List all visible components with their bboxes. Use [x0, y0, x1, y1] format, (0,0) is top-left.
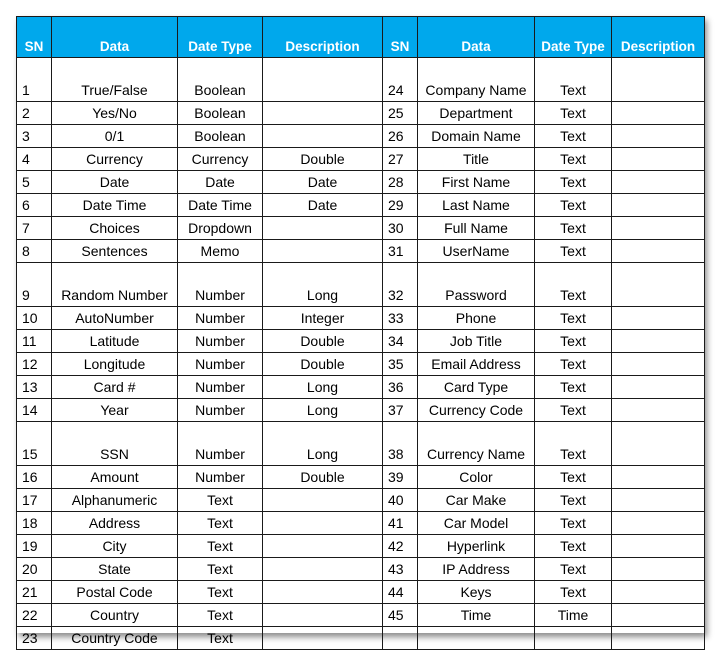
cell-sn: 6: [17, 194, 52, 217]
cell-sn: 1: [17, 58, 52, 102]
cell-sn-right: 25: [383, 102, 418, 125]
cell-data-right: Color: [418, 466, 535, 489]
cell-description: [263, 489, 383, 512]
header-sn-right: SN: [383, 17, 418, 58]
cell-date-type-right: Text: [535, 399, 612, 422]
table-row: [17, 148, 705, 171]
cell-description-right: [612, 422, 705, 466]
cell-description: Double: [263, 148, 383, 171]
cell-description-right: [612, 330, 705, 353]
cell-date-type-right: Text: [535, 263, 612, 307]
cell-description: [263, 535, 383, 558]
cell-sn: 5: [17, 171, 52, 194]
cell-date-type: Currency: [178, 148, 263, 171]
cell-sn-right: 36: [383, 376, 418, 399]
cell-sn-right: 31: [383, 240, 418, 263]
cell-description: [263, 240, 383, 263]
cell-sn: 7: [17, 217, 52, 240]
cell-description-right: [612, 535, 705, 558]
table-row: [17, 512, 705, 535]
cell-data: Card #: [52, 376, 178, 399]
cell-description-right: [612, 125, 705, 148]
table-row: [17, 627, 705, 650]
cell-data: AutoNumber: [52, 307, 178, 330]
cell-sn-right: 39: [383, 466, 418, 489]
cell-date-type: Text: [178, 489, 263, 512]
cell-description-right: [612, 399, 705, 422]
cell-description: Double: [263, 353, 383, 376]
cell-sn: 10: [17, 307, 52, 330]
cell-description-right: [612, 627, 705, 650]
cell-description: [263, 102, 383, 125]
cell-sn-right: [383, 627, 418, 650]
cell-data-right: Company Name: [418, 58, 535, 102]
table-row: [17, 422, 705, 466]
cell-data-right: [418, 627, 535, 650]
cell-sn-right: 41: [383, 512, 418, 535]
table-row: [17, 535, 705, 558]
cell-sn: 23: [17, 627, 52, 650]
cell-sn-right: 30: [383, 217, 418, 240]
cell-sn: 8: [17, 240, 52, 263]
cell-date-type: Number: [178, 466, 263, 489]
cell-description: Long: [263, 399, 383, 422]
header-data-right: Data: [418, 17, 535, 58]
cell-data-right: Car Make: [418, 489, 535, 512]
cell-description: [263, 604, 383, 627]
cell-description-right: [612, 102, 705, 125]
cell-sn: 9: [17, 263, 52, 307]
cell-sn-right: 28: [383, 171, 418, 194]
cell-sn-right: 24: [383, 58, 418, 102]
cell-date-type-right: Text: [535, 353, 612, 376]
cell-description: [263, 512, 383, 535]
table-row: [17, 376, 705, 399]
table-row: [17, 217, 705, 240]
cell-description-right: [612, 263, 705, 307]
cell-description-right: [612, 217, 705, 240]
cell-sn: 13: [17, 376, 52, 399]
cell-description-right: [612, 353, 705, 376]
table-row: [17, 194, 705, 217]
cell-data-right: Card Type: [418, 376, 535, 399]
cell-date-type: Number: [178, 307, 263, 330]
cell-data-right: IP Address: [418, 558, 535, 581]
cell-date-type-right: Text: [535, 58, 612, 102]
cell-data: Alphanumeric: [52, 489, 178, 512]
cell-data-right: UserName: [418, 240, 535, 263]
table-row: [17, 581, 705, 604]
header-row: [17, 17, 705, 58]
cell-data: Yes/No: [52, 102, 178, 125]
table-row: [17, 399, 705, 422]
cell-description: Long: [263, 376, 383, 399]
cell-sn: 12: [17, 353, 52, 376]
cell-date-type-right: Text: [535, 376, 612, 399]
cell-date-type-right: Text: [535, 171, 612, 194]
cell-sn-right: 45: [383, 604, 418, 627]
cell-description-right: [612, 489, 705, 512]
cell-sn: 17: [17, 489, 52, 512]
table-row: [17, 604, 705, 627]
cell-sn: 3: [17, 125, 52, 148]
cell-date-type-right: Text: [535, 240, 612, 263]
header-sn: SN: [17, 17, 52, 58]
cell-sn-right: 38: [383, 422, 418, 466]
header-description-right: Description: [612, 17, 705, 58]
table-row: [17, 353, 705, 376]
cell-data: Sentences: [52, 240, 178, 263]
cell-date-type: Text: [178, 627, 263, 650]
cell-sn-right: 29: [383, 194, 418, 217]
table-row: [17, 263, 705, 307]
table-row: [17, 466, 705, 489]
cell-data: Country Code: [52, 627, 178, 650]
cell-data-right: Keys: [418, 581, 535, 604]
cell-sn: 14: [17, 399, 52, 422]
cell-date-type: Text: [178, 581, 263, 604]
cell-date-type: Number: [178, 353, 263, 376]
cell-description-right: [612, 581, 705, 604]
cell-date-type: Dropdown: [178, 217, 263, 240]
cell-data: Year: [52, 399, 178, 422]
table-row: [17, 125, 705, 148]
cell-date-type: Number: [178, 399, 263, 422]
table-row: [17, 330, 705, 353]
cell-data-right: Job Title: [418, 330, 535, 353]
cell-sn-right: 27: [383, 148, 418, 171]
cell-data: Latitude: [52, 330, 178, 353]
cell-date-type: Date: [178, 171, 263, 194]
cell-sn: 21: [17, 581, 52, 604]
cell-description: Long: [263, 263, 383, 307]
cell-sn-right: 34: [383, 330, 418, 353]
cell-data: Address: [52, 512, 178, 535]
cell-description: Date: [263, 194, 383, 217]
cell-date-type-right: Text: [535, 148, 612, 171]
cell-sn: 11: [17, 330, 52, 353]
cell-description-right: [612, 148, 705, 171]
cell-description-right: [612, 307, 705, 330]
cell-description: [263, 58, 383, 102]
cell-data-right: Password: [418, 263, 535, 307]
cell-data: Choices: [52, 217, 178, 240]
header-date-type: Date Type: [178, 17, 263, 58]
cell-data-right: Hyperlink: [418, 535, 535, 558]
cell-description-right: [612, 376, 705, 399]
cell-sn-right: 43: [383, 558, 418, 581]
cell-data-right: Full Name: [418, 217, 535, 240]
cell-date-type-right: Time: [535, 604, 612, 627]
cell-data: City: [52, 535, 178, 558]
cell-data-right: First Name: [418, 171, 535, 194]
cell-data-right: Last Name: [418, 194, 535, 217]
cell-data: Date Time: [52, 194, 178, 217]
cell-description: [263, 558, 383, 581]
cell-date-type: Text: [178, 535, 263, 558]
cell-data-right: Phone: [418, 307, 535, 330]
cell-description: [263, 217, 383, 240]
cell-date-type-right: Text: [535, 330, 612, 353]
cell-date-type-right: Text: [535, 307, 612, 330]
data-type-table: [16, 16, 705, 650]
table-row: [17, 102, 705, 125]
cell-date-type: Text: [178, 604, 263, 627]
cell-description-right: [612, 240, 705, 263]
cell-date-type-right: Text: [535, 125, 612, 148]
cell-description-right: [612, 558, 705, 581]
cell-description: Integer: [263, 307, 383, 330]
cell-description-right: [612, 171, 705, 194]
cell-date-type-right: Text: [535, 535, 612, 558]
cell-data-right: Title: [418, 148, 535, 171]
cell-date-type: Number: [178, 376, 263, 399]
cell-date-type-right: Text: [535, 422, 612, 466]
cell-data-right: Department: [418, 102, 535, 125]
cell-description: [263, 627, 383, 650]
cell-description: [263, 125, 383, 148]
cell-data: Postal Code: [52, 581, 178, 604]
cell-date-type-right: Text: [535, 489, 612, 512]
cell-description: Long: [263, 422, 383, 466]
cell-data: Random Number: [52, 263, 178, 307]
cell-sn-right: 32: [383, 263, 418, 307]
cell-data-right: Time: [418, 604, 535, 627]
cell-data: Amount: [52, 466, 178, 489]
cell-sn: 15: [17, 422, 52, 466]
header-description: Description: [263, 17, 383, 58]
cell-date-type: Text: [178, 512, 263, 535]
cell-date-type: Number: [178, 330, 263, 353]
cell-description-right: [612, 466, 705, 489]
cell-sn-right: 35: [383, 353, 418, 376]
table-row: [17, 558, 705, 581]
cell-date-type: Number: [178, 263, 263, 307]
cell-description-right: [612, 194, 705, 217]
cell-data: 0/1: [52, 125, 178, 148]
cell-date-type: Memo: [178, 240, 263, 263]
cell-description: Double: [263, 466, 383, 489]
cell-date-type-right: Text: [535, 102, 612, 125]
cell-date-type-right: Text: [535, 466, 612, 489]
data-type-table-frame: [16, 16, 704, 646]
cell-sn: 2: [17, 102, 52, 125]
cell-sn: 4: [17, 148, 52, 171]
cell-date-type-right: [535, 627, 612, 650]
cell-data: SSN: [52, 422, 178, 466]
cell-description-right: [612, 604, 705, 627]
cell-sn-right: 44: [383, 581, 418, 604]
cell-data-right: Email Address: [418, 353, 535, 376]
cell-description-right: [612, 58, 705, 102]
cell-sn: 18: [17, 512, 52, 535]
cell-date-type-right: Text: [535, 512, 612, 535]
cell-sn-right: 40: [383, 489, 418, 512]
cell-sn: 16: [17, 466, 52, 489]
cell-data: True/False: [52, 58, 178, 102]
cell-date-type-right: Text: [535, 217, 612, 240]
cell-description-right: [612, 512, 705, 535]
cell-data: State: [52, 558, 178, 581]
cell-date-type-right: Text: [535, 194, 612, 217]
table-row: [17, 307, 705, 330]
cell-data-right: Domain Name: [418, 125, 535, 148]
table-row: [17, 171, 705, 194]
cell-date-type: Boolean: [178, 125, 263, 148]
cell-description: [263, 581, 383, 604]
table-row: [17, 58, 705, 102]
cell-date-type-right: Text: [535, 581, 612, 604]
cell-data: Country: [52, 604, 178, 627]
cell-data-right: Car Model: [418, 512, 535, 535]
table-row: [17, 489, 705, 512]
cell-description: Date: [263, 171, 383, 194]
cell-sn-right: 42: [383, 535, 418, 558]
cell-sn-right: 37: [383, 399, 418, 422]
cell-sn: 22: [17, 604, 52, 627]
cell-data: Longitude: [52, 353, 178, 376]
cell-description: Double: [263, 330, 383, 353]
cell-date-type-right: Text: [535, 558, 612, 581]
cell-data: Date: [52, 171, 178, 194]
cell-sn-right: 33: [383, 307, 418, 330]
header-date-type-right: Date Type: [535, 17, 612, 58]
cell-sn: 19: [17, 535, 52, 558]
cell-date-type: Boolean: [178, 102, 263, 125]
table-row: [17, 240, 705, 263]
header-data: Data: [52, 17, 178, 58]
cell-date-type: Text: [178, 558, 263, 581]
cell-data-right: Currency Code: [418, 399, 535, 422]
cell-date-type: Number: [178, 422, 263, 466]
cell-data: Currency: [52, 148, 178, 171]
cell-sn: 20: [17, 558, 52, 581]
cell-sn-right: 26: [383, 125, 418, 148]
cell-date-type: Date Time: [178, 194, 263, 217]
cell-date-type: Boolean: [178, 58, 263, 102]
cell-data-right: Currency Name: [418, 422, 535, 466]
